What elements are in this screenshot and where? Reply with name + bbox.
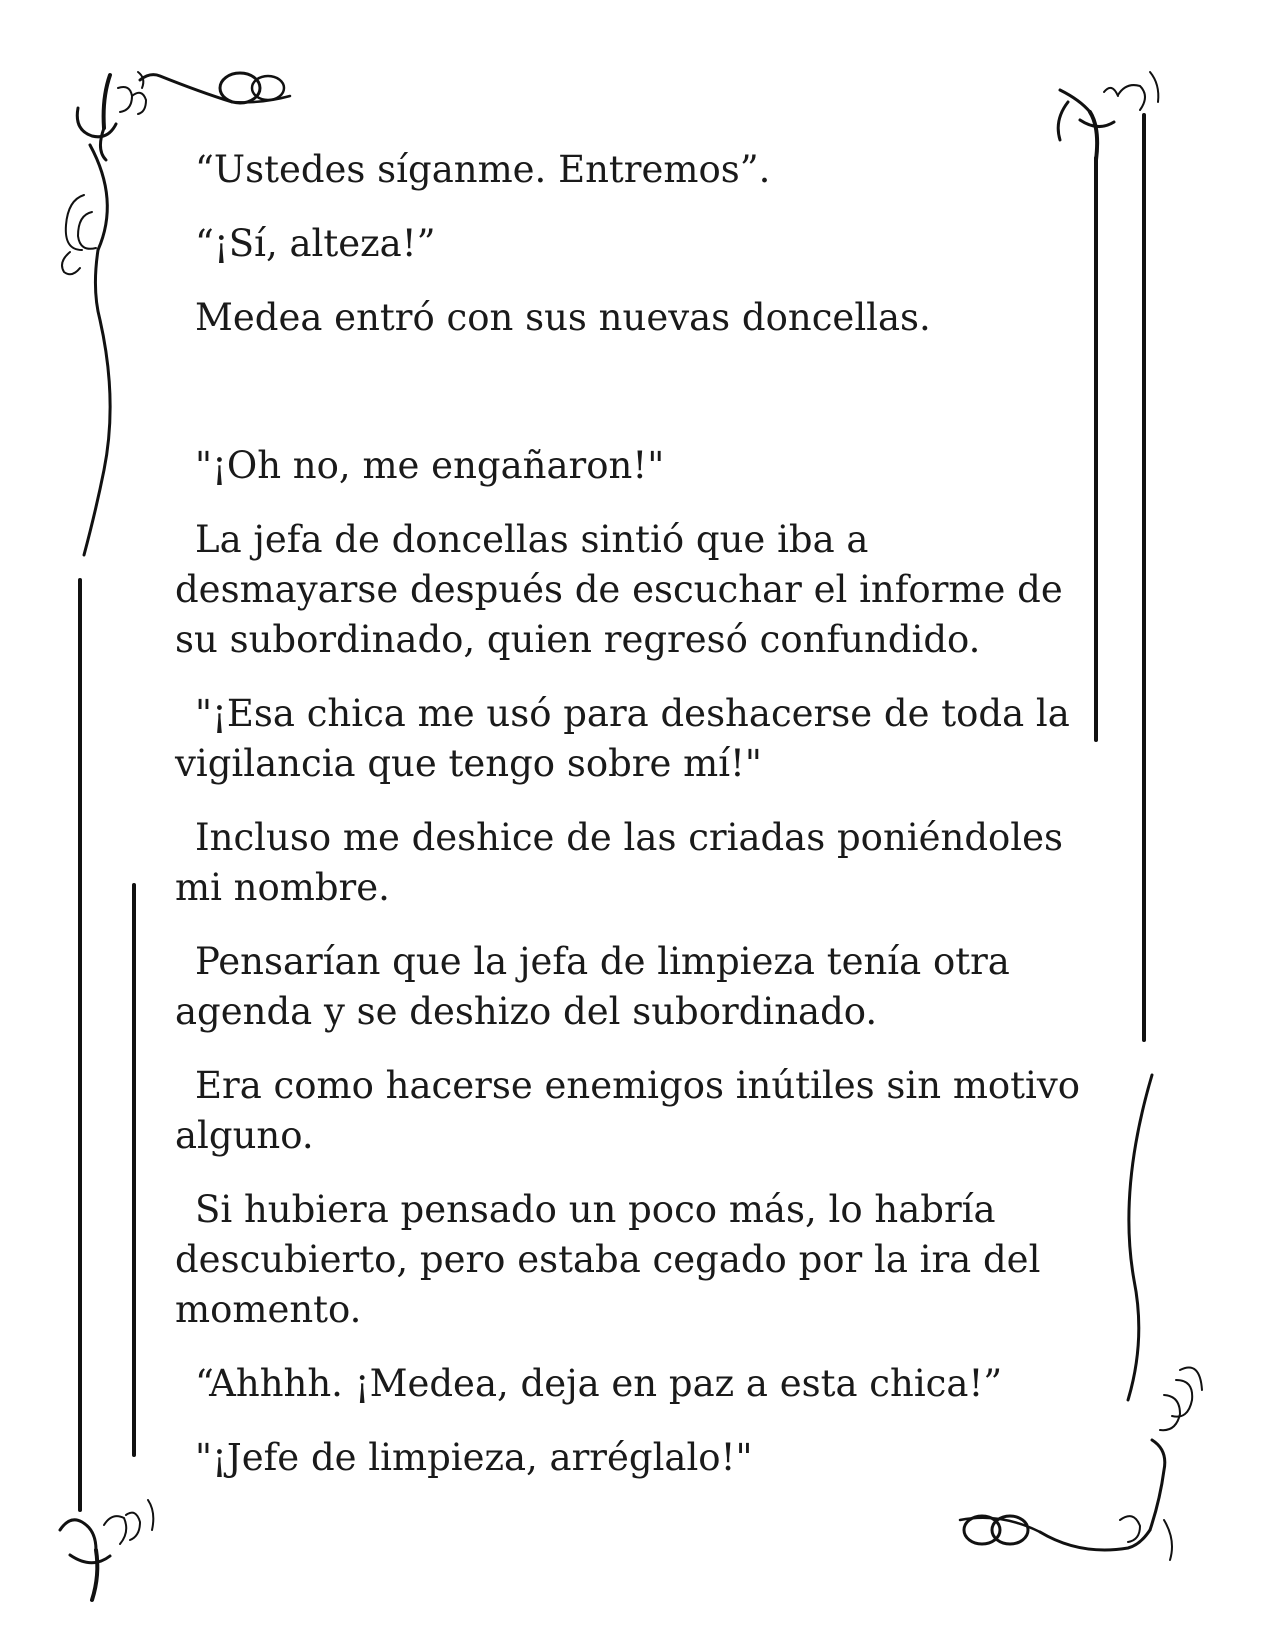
paragraph: “Ustedes síganme. Entremos”.	[195, 148, 771, 191]
paragraph: Si hubiera pensado un poco más, lo habría descubierto, pero estaba cegado por la ira del momento.	[175, 1188, 1041, 1331]
paragraph: La jefa de doncellas sintió que iba a desmayarse después de escuchar el informe de su subordinado, quien regresó confundido.	[175, 518, 1063, 661]
paragraph: Era como hacerse enemigos inútiles sin motivo alguno.	[175, 1064, 1081, 1157]
page-body	[175, 145, 1095, 1507]
paragraph: Pensarían que la jefa de limpieza tenía otra agenda y se deshizo del subordinado.	[175, 940, 1010, 1033]
paragraph: “¡Sí, alteza!”	[195, 222, 436, 265]
bottom-left-flourish-icon	[60, 1500, 153, 1600]
paragraph: Incluso me deshice de las criadas poniéndoles mi nombre.	[175, 816, 1064, 909]
paragraph: "¡Esa chica me usó para deshacerse de toda la vigilancia que tengo sobre mí!"	[175, 692, 1070, 785]
paragraph: “Ahhhh. ¡Medea, deja en paz a esta chica!”	[195, 1362, 1003, 1405]
paragraph: "¡Jefe de limpieza, arréglalo!"	[195, 1436, 753, 1479]
paragraph: "¡Oh no, me engañaron!"	[195, 444, 665, 487]
paragraph: Medea entró con sus nuevas doncellas.	[195, 296, 931, 339]
